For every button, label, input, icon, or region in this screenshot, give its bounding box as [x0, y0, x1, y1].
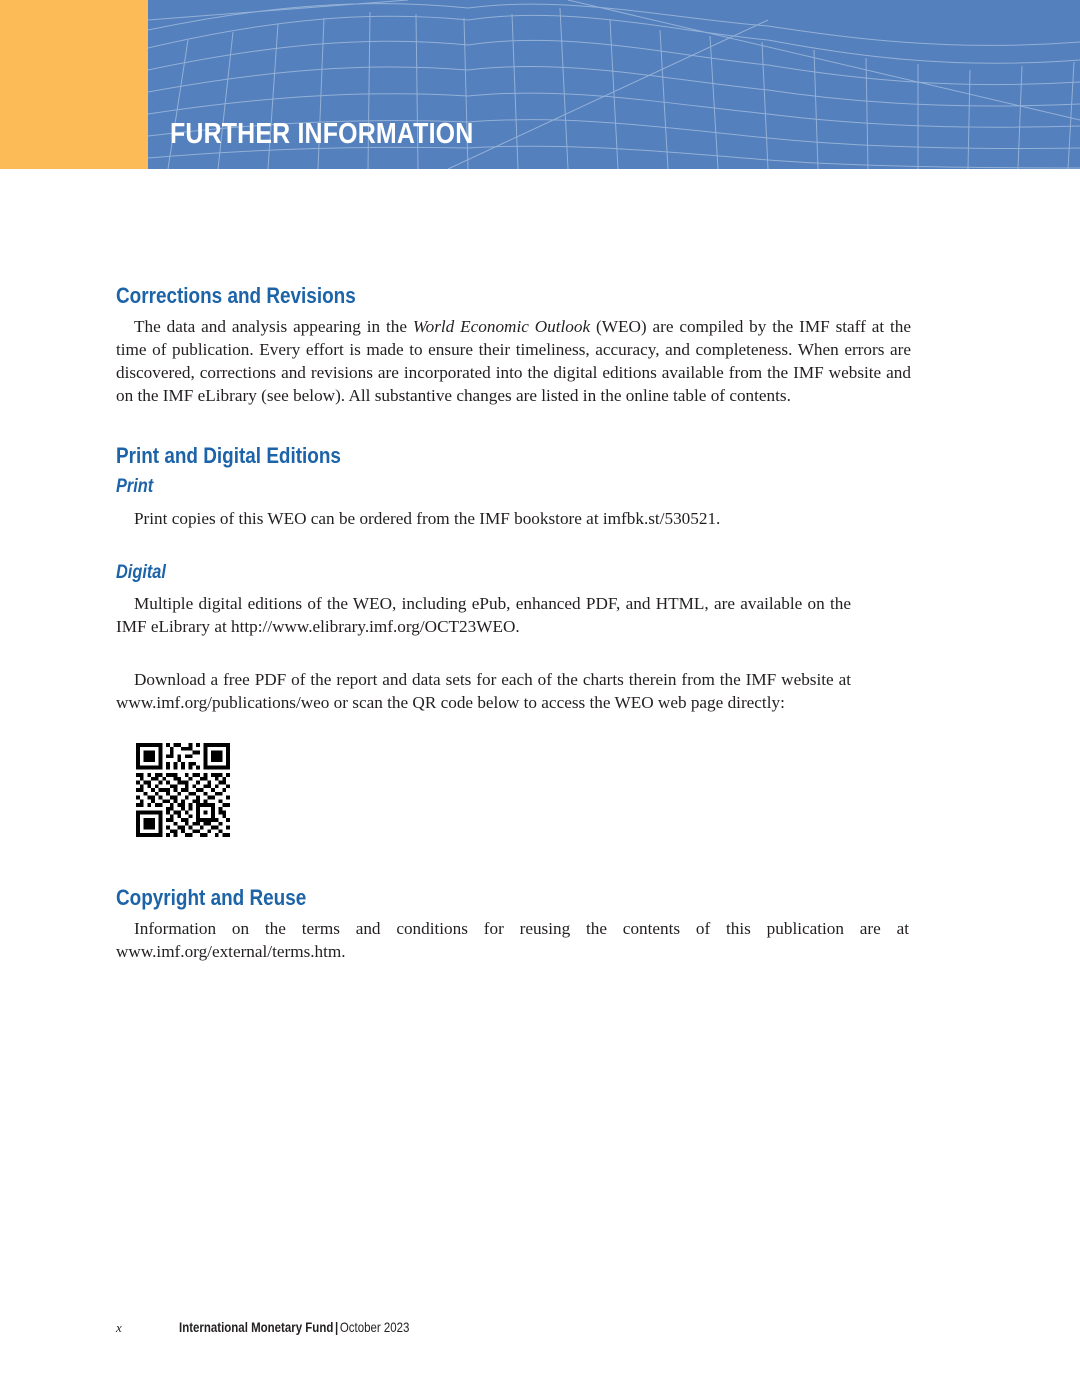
print-paragraph: Print copies of this WEO can be ordered from the IMF bookstore at imfbk.st/530521.: [134, 509, 721, 528]
page-title: FURTHER INFORMATION: [170, 118, 474, 150]
corrections-paragraph: [116, 315, 911, 407]
section-heading-copyright: Copyright and Reuse: [116, 885, 307, 910]
subheading-print: Print: [116, 476, 154, 497]
corrections-text-start: The data and analysis appearing in the: [134, 317, 413, 336]
subheading-digital: Digital: [116, 562, 166, 583]
footer-credit: [179, 1319, 409, 1335]
corrections-text-end: (WEO) are compiled by the IMF staff at the time of publication. Every effort is made to ensure their timeliness, accuracy, and completeness. When errors are discovered, corrections and revisions are incorporated into the digital editions available from the IMF website and on the IMF eLibrary (see below). All substantive changes are listed in the online table of contents.: [116, 317, 911, 405]
download-paragraph: Download a free PDF of the report and data sets for each of the charts therein from the IMF website at www.imf.org/publications/weo or scan the QR code below to access the WEO web page directly:: [116, 670, 851, 712]
footer-separator: |: [334, 1319, 339, 1335]
footer-date: October 2023: [339, 1319, 410, 1335]
header-accent-block: [0, 0, 148, 169]
section-heading-editions: Print and Digital Editions: [116, 443, 341, 468]
weo-title-italic: World Economic Outlook: [412, 317, 591, 336]
copyright-paragraph: Information on the terms and conditions for reusing the contents of this publication are at www.imf.org/external/terms.htm.: [116, 919, 909, 961]
section-heading-corrections: Corrections and Revisions: [116, 283, 356, 308]
header-banner: [0, 0, 1080, 169]
page-number: x: [116, 1320, 122, 1335]
digital-paragraph: Multiple digital editions of the WEO, including ePub, enhanced PDF, and HTML, are available on the IMF eLibrary at http://www.elibrary.imf.org/OCT23WEO.: [116, 594, 851, 636]
qr-code-icon[interactable]: [136, 743, 230, 837]
footer-org: International Monetary Fund: [179, 1319, 334, 1335]
